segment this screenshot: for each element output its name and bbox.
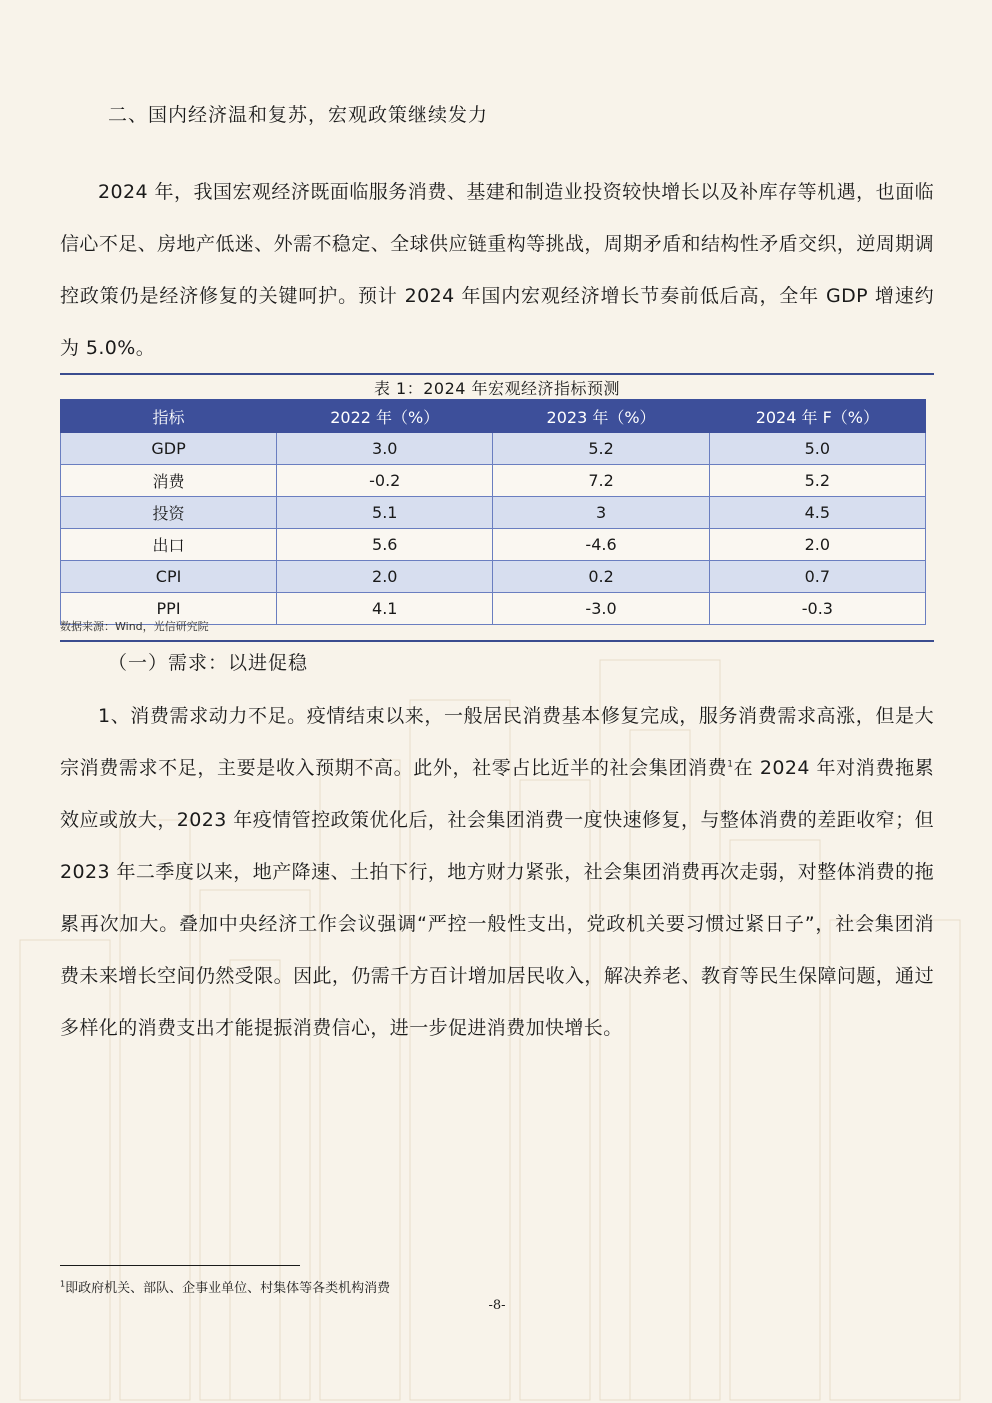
table-cell: 投资 [61, 497, 277, 529]
table-source-note: 数据来源：Wind，光信研究院 [60, 620, 209, 633]
header-2022: 2022 年（%） [277, 400, 493, 433]
table-row [61, 561, 926, 593]
table-cell: -0.3 [709, 593, 925, 625]
paragraph-1: 2024 年，我国宏观经济既面临服务消费、基建和制造业投资较快增长以及补库存等机遇，也面临信心不足、房地产低迷、外需不稳定、全球供应链重构等挑战，周期矛盾和结构性矛盾交织，逆周期调控政策仍是经济修复的关键呵护。预计 2024 年国内宏观经济增长节奏前低后高，全年 GDP 增速约为 5.0%。 [60, 181, 934, 359]
footnote-text: 即政府机关、部队、企事业单位、村集体等各类机构消费 [65, 1281, 391, 1296]
table-top-rule [60, 373, 934, 375]
table-cell: 2.0 [709, 529, 925, 561]
table-cell: 5.6 [277, 529, 493, 561]
table-cell: -4.6 [493, 529, 709, 561]
table-cell: -3.0 [493, 593, 709, 625]
table-row [61, 433, 926, 465]
footnote-reference[interactable]: 1 [727, 759, 734, 770]
table-cell: PPI [61, 593, 277, 625]
header-indicator: 指标 [61, 400, 277, 433]
footnote [60, 1277, 390, 1296]
table-cell: 3.0 [277, 433, 493, 465]
table-title: 表 1：2024 年宏观经济指标预测 [373, 379, 621, 398]
macro-indicator-table [60, 399, 926, 625]
table-cell: 消费 [61, 465, 277, 497]
table-row [61, 497, 926, 529]
table-cell: 5.0 [709, 433, 925, 465]
table-row [61, 529, 926, 561]
table-cell: 5.1 [277, 497, 493, 529]
paragraph-2-text-b: 在 2024 年对消费拖累效应或放大，2023 年疫情管控政策优化后，社会集团消费一度快速修复，与整体消费的差距收窄；但 2023 年二季度以来，地产降速、土拍下行，地方财力紧张，社会集团消费再次走弱，对整体消费的拖累再次加大。叠加中央经济工作会议强调“严控一般性支出，党政机关要习惯过紧日子”，社会集团消费未来增长空间仍然受限。因此，仍需千方百计增加居民收入，解决养老、教育等民生保障问题，通过多样化的消费支出才能提振消费信心，进一步促进消费加快增长。 [60, 757, 934, 1039]
table-cell: CPI [61, 561, 277, 593]
header-2024f: 2024 年 F（%） [709, 400, 925, 433]
footnote-divider [60, 1265, 300, 1266]
table-cell: GDP [61, 433, 277, 465]
section-heading: 二、国内经济温和复苏，宏观政策继续发力 [108, 104, 489, 126]
table-bottom-rule [60, 640, 934, 642]
table-cell: 2.0 [277, 561, 493, 593]
table-cell: -0.2 [277, 465, 493, 497]
paragraph-2 [60, 690, 934, 1054]
table-cell: 4.1 [277, 593, 493, 625]
table-cell: 3 [493, 497, 709, 529]
table-cell: 5.2 [493, 433, 709, 465]
page-number: -8- [488, 1298, 506, 1313]
subsection-heading: （一）需求：以进促稳 [108, 652, 309, 674]
table-cell: 0.2 [493, 561, 709, 593]
paragraph-2-text-a: 1、消费需求动力不足。疫情结束以来，一般居民消费基本修复完成，服务消费需求高涨，但是大宗消费需求不足，主要是收入预期不高。此外，社零占比近半的社会集团消费 [60, 705, 934, 779]
table-header-row [61, 400, 926, 433]
footnote-mark: 1 [60, 1279, 66, 1289]
table-cell: 5.2 [709, 465, 925, 497]
table-row [61, 465, 926, 497]
table-cell: 4.5 [709, 497, 925, 529]
header-2023: 2023 年（%） [493, 400, 709, 433]
table-cell: 7.2 [493, 465, 709, 497]
table-cell: 0.7 [709, 561, 925, 593]
table-cell: 出口 [61, 529, 277, 561]
